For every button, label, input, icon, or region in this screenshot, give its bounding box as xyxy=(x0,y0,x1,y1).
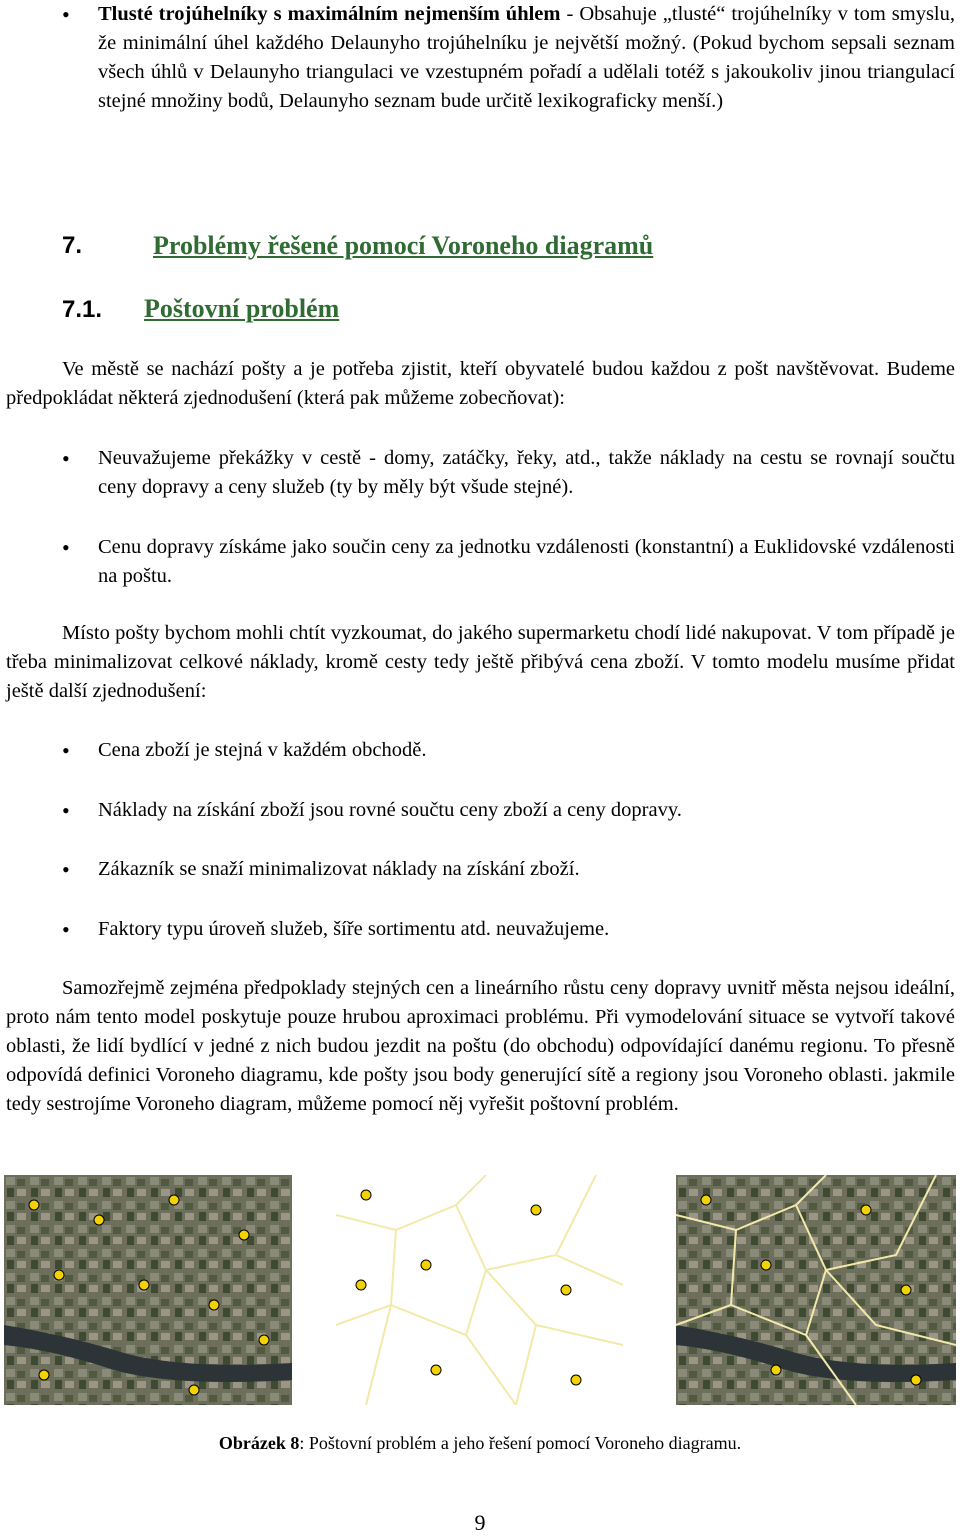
bullet-icon: • xyxy=(62,857,70,882)
subsection-title: Poštovní problém xyxy=(144,294,340,323)
paragraph-2: Místo pošty bychom mohli chtít vyzkoumat, do jakého supermarketu chodí lidé nakupovat. V tom případě je třeba minimalizovat celkové náklady, kromě cesty tedy ještě přibývá cena zboží. V tomto modelu musíme přidat ještě další zjednodušení: xyxy=(6,622,955,702)
list-item: Neuvažujeme překážky v cestě - domy, zatáčky, řeky, atd., takže náklady na cestu se rovnají součtu ceny dopravy a ceny služeb (ty by měly být všude stejné). xyxy=(98,447,955,498)
paragraph-3: Samozřejmě zejména předpoklady stejných cen a lineárního růstu ceny dopravy uvnitř města nejsou ideální, proto nám tento model poskytuje pouze hrubou aproximaci problému. Při vymodelování situace se vytvoří takové oblasti, že lidí bydlící v jedné z nich budou jezdit na poštu (do obchodu) odpovídající danému regionu. To přesně odpovídá definici Voroneho diagramu, kde pošty jsou body generující sítě a regiony jsou Voroneho oblasti. jakmile tedy sestrojíme Voroneho diagram, můžeme pomocí něj vyřešit poštovní problém. xyxy=(6,977,955,1115)
bullet-icon: • xyxy=(62,535,70,560)
intro-bullet-body: - Obsahuje „tlusté“ trojúhelníky v tom smyslu, že minimální úhel každého Delaunyho trojúhelníku je největší možný. (Pokud bychom sepsali seznam všech úhlů v Delaunyho triangulaci ve vzestupném pořadí a udělali totéž s jakoukoliv jinou triangulací stejné množiny bodů, Delaunyho seznam bude určitě lexikograficky menší.) xyxy=(98,3,956,112)
list-item: Cenu dopravy získáme jako součin ceny za jednotku vzdálenosti (konstantní) a Euklidovské vzdálenosti na poštu. xyxy=(98,536,955,587)
page-number: 9 xyxy=(474,1510,486,1535)
bullet-icon: • xyxy=(62,738,70,763)
bullet-icon: • xyxy=(62,2,70,27)
list-item: Cena zboží je stejná v každém obchodě. xyxy=(98,739,427,761)
list-item: Faktory typu úroveň služeb, šíře sortimentu atd. neuvažujeme. xyxy=(98,918,610,940)
intro-bullet-bold: Tlusté trojúhelníky s maximálním nejmenším úhlem xyxy=(98,3,561,25)
list-item: Zákazník se snaží minimalizovat náklady na získání zboží. xyxy=(98,858,580,880)
bullet-icon: • xyxy=(62,798,70,823)
paragraph-1: Ve městě se nachází pošty a je potřeba zjistit, kteří obyvatelé budou každou z pošt navštěvovat. Budeme předpokládat některá zjednodušení (která pak můžeme zobecňovat): xyxy=(6,358,955,409)
intro-bullet-text xyxy=(98,0,955,116)
bullet-icon: • xyxy=(62,917,70,942)
caption-text: : Poštovní problém a jeho řešení pomocí Voroneho diagramu. xyxy=(299,1433,742,1453)
aerial-map-voronoi-image xyxy=(676,1175,956,1405)
section-number: 7. xyxy=(62,232,83,259)
section-title: Problémy řešené pomocí Voroneho diagramů xyxy=(153,231,654,260)
list-item: Náklady na získání zboží jsou rovné součtu ceny zboží a ceny dopravy. xyxy=(98,799,682,821)
bullet-icon: • xyxy=(62,446,70,471)
aerial-map-image xyxy=(4,1175,292,1405)
subsection-number: 7.1. xyxy=(62,296,103,323)
figure-caption xyxy=(0,1433,960,1454)
caption-label: Obrázek 8 xyxy=(218,1433,300,1453)
voronoi-diagram-image xyxy=(336,1175,623,1405)
